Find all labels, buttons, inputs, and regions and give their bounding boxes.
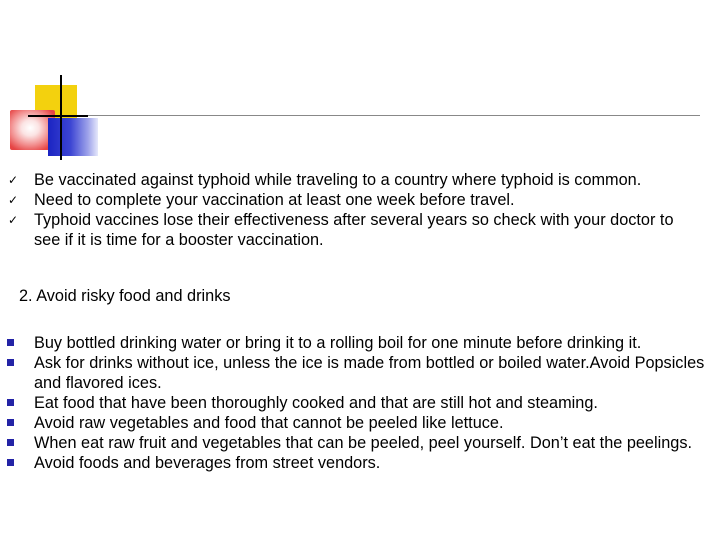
list-item-text: Avoid foods and beverages from street vendors. <box>34 454 381 472</box>
list-item-text: When eat raw fruit and vegetables that can be peeled, peel yourself. Don’t eat the peelings. <box>34 434 692 452</box>
square-bullet-icon <box>7 399 14 406</box>
checklist-item-text: Typhoid vaccines lose their effectiveness after several years so check with your doctor to see if it is time for a booster vaccination. <box>34 211 674 249</box>
checklist-item <box>0 210 674 250</box>
vertical-accent-line <box>60 75 62 160</box>
square-bullet-icon <box>7 419 14 426</box>
square-bullet-icon <box>7 359 14 366</box>
checklist-item-text: Be vaccinated against typhoid while traveling to a country where typhoid is common. <box>34 171 642 189</box>
list-item-text: Avoid raw vegetables and food that cannot be peeled like lettuce. <box>34 414 504 432</box>
checkmark-icon: ✓ <box>8 173 19 187</box>
list-item-text: Ask for drinks without ice, unless the ice is made from bottled or boiled water.Avoid Popsicles and flavored ices. <box>34 354 705 392</box>
checklist-item <box>0 190 720 210</box>
list-item <box>0 413 720 433</box>
checkmark-icon: ✓ <box>8 213 19 227</box>
vaccination-checklist <box>0 170 720 250</box>
food-safety-list <box>0 333 720 473</box>
list-item-text: Buy bottled drinking water or bring it to a rolling boil for one minute before drinking it. <box>34 334 642 352</box>
list-item-text: Eat food that have been thoroughly cooked and that are still hot and steaming. <box>34 394 598 412</box>
header-divider-accent <box>28 115 88 117</box>
list-item <box>0 353 720 393</box>
blue-square-decoration <box>48 118 98 156</box>
square-bullet-icon <box>7 339 14 346</box>
list-item <box>0 433 720 453</box>
header-divider-line <box>28 115 700 116</box>
square-bullet-icon <box>7 459 14 466</box>
checklist-item <box>0 170 720 190</box>
checkmark-icon: ✓ <box>8 193 19 207</box>
square-bullet-icon <box>7 439 14 446</box>
list-item <box>0 333 720 353</box>
list-item <box>0 393 720 413</box>
section-heading: 2. Avoid risky food and drinks <box>19 287 231 305</box>
list-item <box>0 453 720 473</box>
checklist-item-text: Need to complete your vaccination at least one week before travel. <box>34 191 515 209</box>
